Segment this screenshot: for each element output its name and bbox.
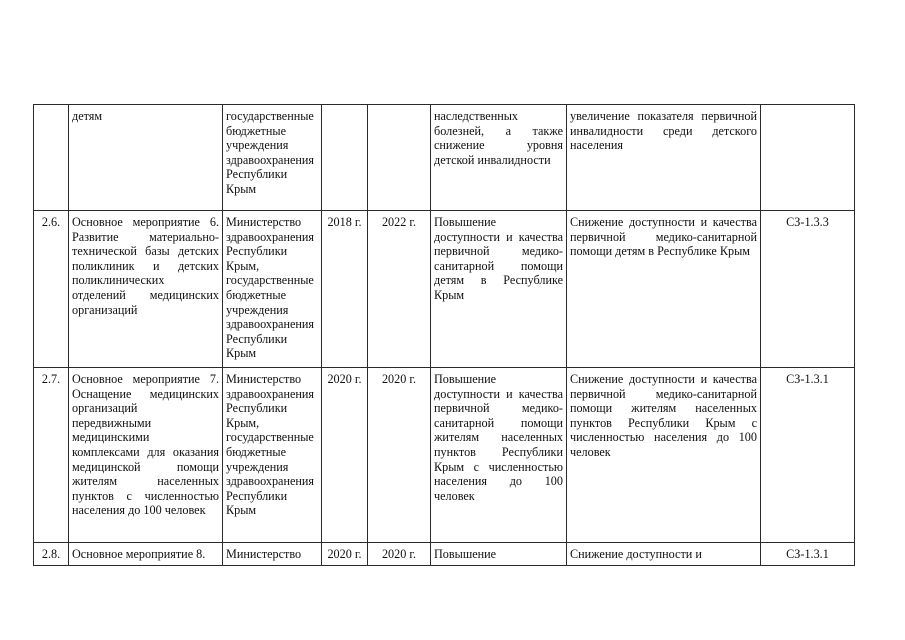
row-number: [34, 105, 69, 211]
start-year: 2020 г.: [322, 368, 368, 543]
expected-result: наследственных болезней, а также снижение уровня детской инвалидности: [431, 105, 567, 211]
consequence: увеличение показателя первичной инвалидности среди детского населения: [567, 105, 761, 211]
measure-name: Основное мероприятие 7. Оснащение медицинских организаций передвижными медицинскими комплексами для оказания медицинской помощи жителям населенных пунктов с численностью населения до 100 человек: [69, 368, 223, 543]
expected-result: Повышение доступности и качества первичной медико-санитарной помощи жителям населенных пунктов Республики Крым с численностью населения до 100 человек: [431, 368, 567, 543]
expected-result: Повышение: [431, 543, 567, 566]
row-number: 2.6.: [34, 211, 69, 368]
table-row: [34, 543, 855, 566]
start-year: 2020 г.: [322, 543, 368, 566]
measure-name: Основное мероприятие 6. Развитие материально-технической базы детских поликлиник и детских поликлинических отделений медицинских организаций: [69, 211, 223, 368]
start-year: 2018 г.: [322, 211, 368, 368]
consequence: Снижение доступности и: [567, 543, 761, 566]
start-year: [322, 105, 368, 211]
indicator-code: [761, 105, 855, 211]
executor: Министерство: [223, 543, 322, 566]
end-year: 2020 г.: [368, 543, 431, 566]
table-row: [34, 211, 855, 368]
end-year: 2022 г.: [368, 211, 431, 368]
expected-result: Повышение доступности и качества первичной медико-санитарной помощи детям в Республике Крым: [431, 211, 567, 368]
measure-name: детям: [69, 105, 223, 211]
measure-name: Основное мероприятие 8.: [69, 543, 223, 566]
indicator-code: СЗ-1.3.3: [761, 211, 855, 368]
row-number: 2.8.: [34, 543, 69, 566]
executor: государственные бюджетные учреждения здравоохранения Республики Крым: [223, 105, 322, 211]
indicator-code: СЗ-1.3.1: [761, 543, 855, 566]
row-number: 2.7.: [34, 368, 69, 543]
end-year: [368, 105, 431, 211]
end-year: 2020 г.: [368, 368, 431, 543]
executor: Министерство здравоохранения Республики Крым, государственные бюджетные учреждения здравоохранения Республики Крым: [223, 211, 322, 368]
executor: Министерство здравоохранения Республики Крым, государственные бюджетные учреждения здравоохранения Республики Крым: [223, 368, 322, 543]
table-row: [34, 105, 855, 211]
measures-table: [33, 104, 855, 566]
consequence: Снижение доступности и качества первичной медико-санитарной помощи жителям населенных пунктов Республики Крым с численностью населения до 100 человек: [567, 368, 761, 543]
table-row: [34, 368, 855, 543]
indicator-code: СЗ-1.3.1: [761, 368, 855, 543]
consequence: Снижение доступности и качества первичной медико-санитарной помощи детям в Республике Крым: [567, 211, 761, 368]
